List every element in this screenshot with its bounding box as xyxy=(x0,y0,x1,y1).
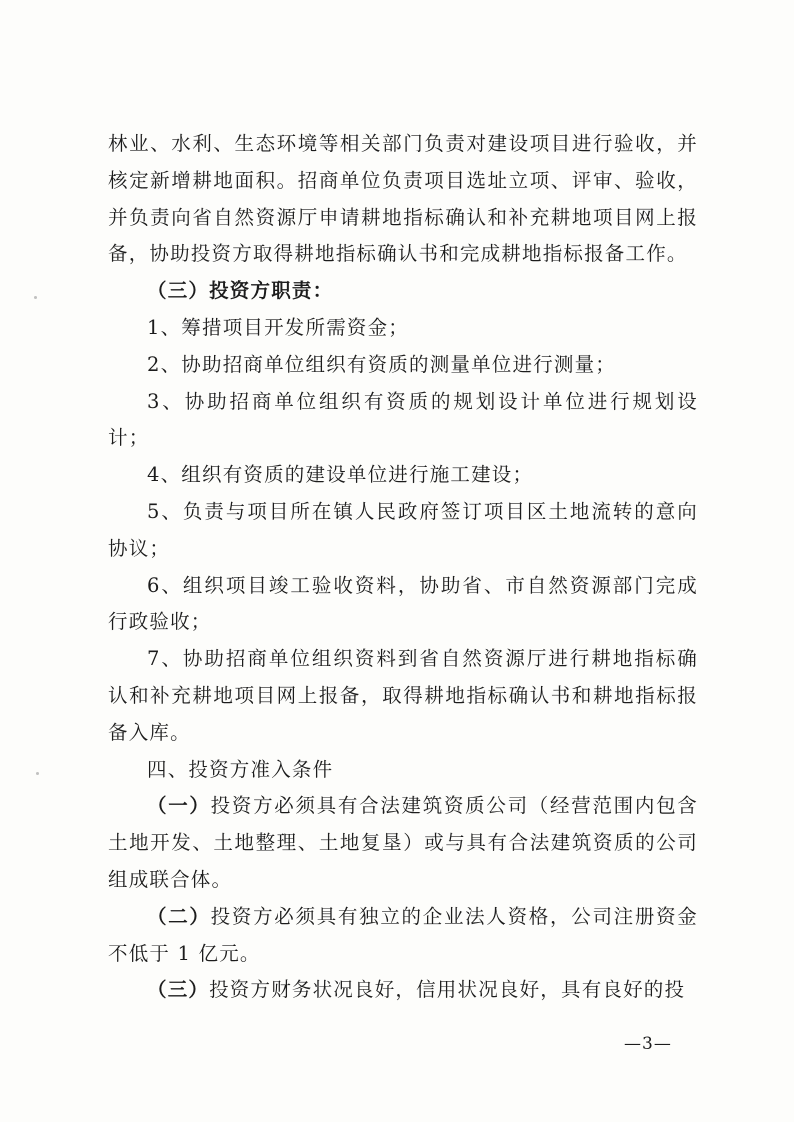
condition-item-2 xyxy=(108,899,698,973)
condition-item-3 xyxy=(108,972,698,1009)
duty-item-3: 3、协助招商单位组织有资质的规划设计单位进行规划设计； xyxy=(108,389,698,450)
condition-label: （一） xyxy=(147,794,211,818)
duty-item-5: 5、负责与项目所在镇人民政府签订项目区土地流转的意向协议； xyxy=(108,499,698,560)
condition-label: （二） xyxy=(147,904,211,928)
section-four-heading: 四、投资方准入条件 xyxy=(147,757,334,781)
duty-item-1: 1、筹措项目开发所需资金； xyxy=(147,315,410,339)
scan-speck xyxy=(36,772,39,775)
section-three-heading: （三）投资方职责： xyxy=(147,279,334,303)
duty-item-6: 6、组织项目竣工验收资料，协助省、市自然资源部门完成行政验收； xyxy=(108,573,698,634)
paragraph-continued: 林业、水利、生态环境等相关部门负责对建设项目进行验收，并核定新增耕地面积。招商单位负责项目选址立项、评审、验收，并负责向省自然资源厅申请耕地指标确认和补充耕地项目网上报备，协助投资方取得耕地指标确认书和完成耕地指标报备工作。 xyxy=(108,132,698,266)
page-number: —3— xyxy=(624,1034,672,1054)
scan-speck xyxy=(34,296,37,299)
condition-text: 投资方必须具有独立的企业法人资格，公司注册资金不低于 1 亿元。 xyxy=(108,904,698,965)
condition-text: 投资方必须具有合法建筑资质公司（经营范围内包含土地开发、土地整理、土地复垦）或与具有合法建筑资质的公司组成联合体。 xyxy=(108,794,698,891)
duty-item-4: 4、组织有资质的建设单位进行施工建设； xyxy=(147,463,534,487)
condition-text: 投资方财务状况良好，信用状况良好，具有良好的投 xyxy=(209,978,686,1002)
duty-item-2: 2、协助招商单位组织有资质的测量单位进行测量； xyxy=(147,352,617,376)
condition-label: （三） xyxy=(147,978,210,1002)
duty-item-7: 7、协助招商单位组织资料到省自然资源厅进行耕地指标确认和补充耕地项目网上报备，取得耕地指标确认书和耕地指标报备入库。 xyxy=(108,647,698,744)
document-body xyxy=(108,126,698,1009)
condition-item-1 xyxy=(108,788,698,898)
